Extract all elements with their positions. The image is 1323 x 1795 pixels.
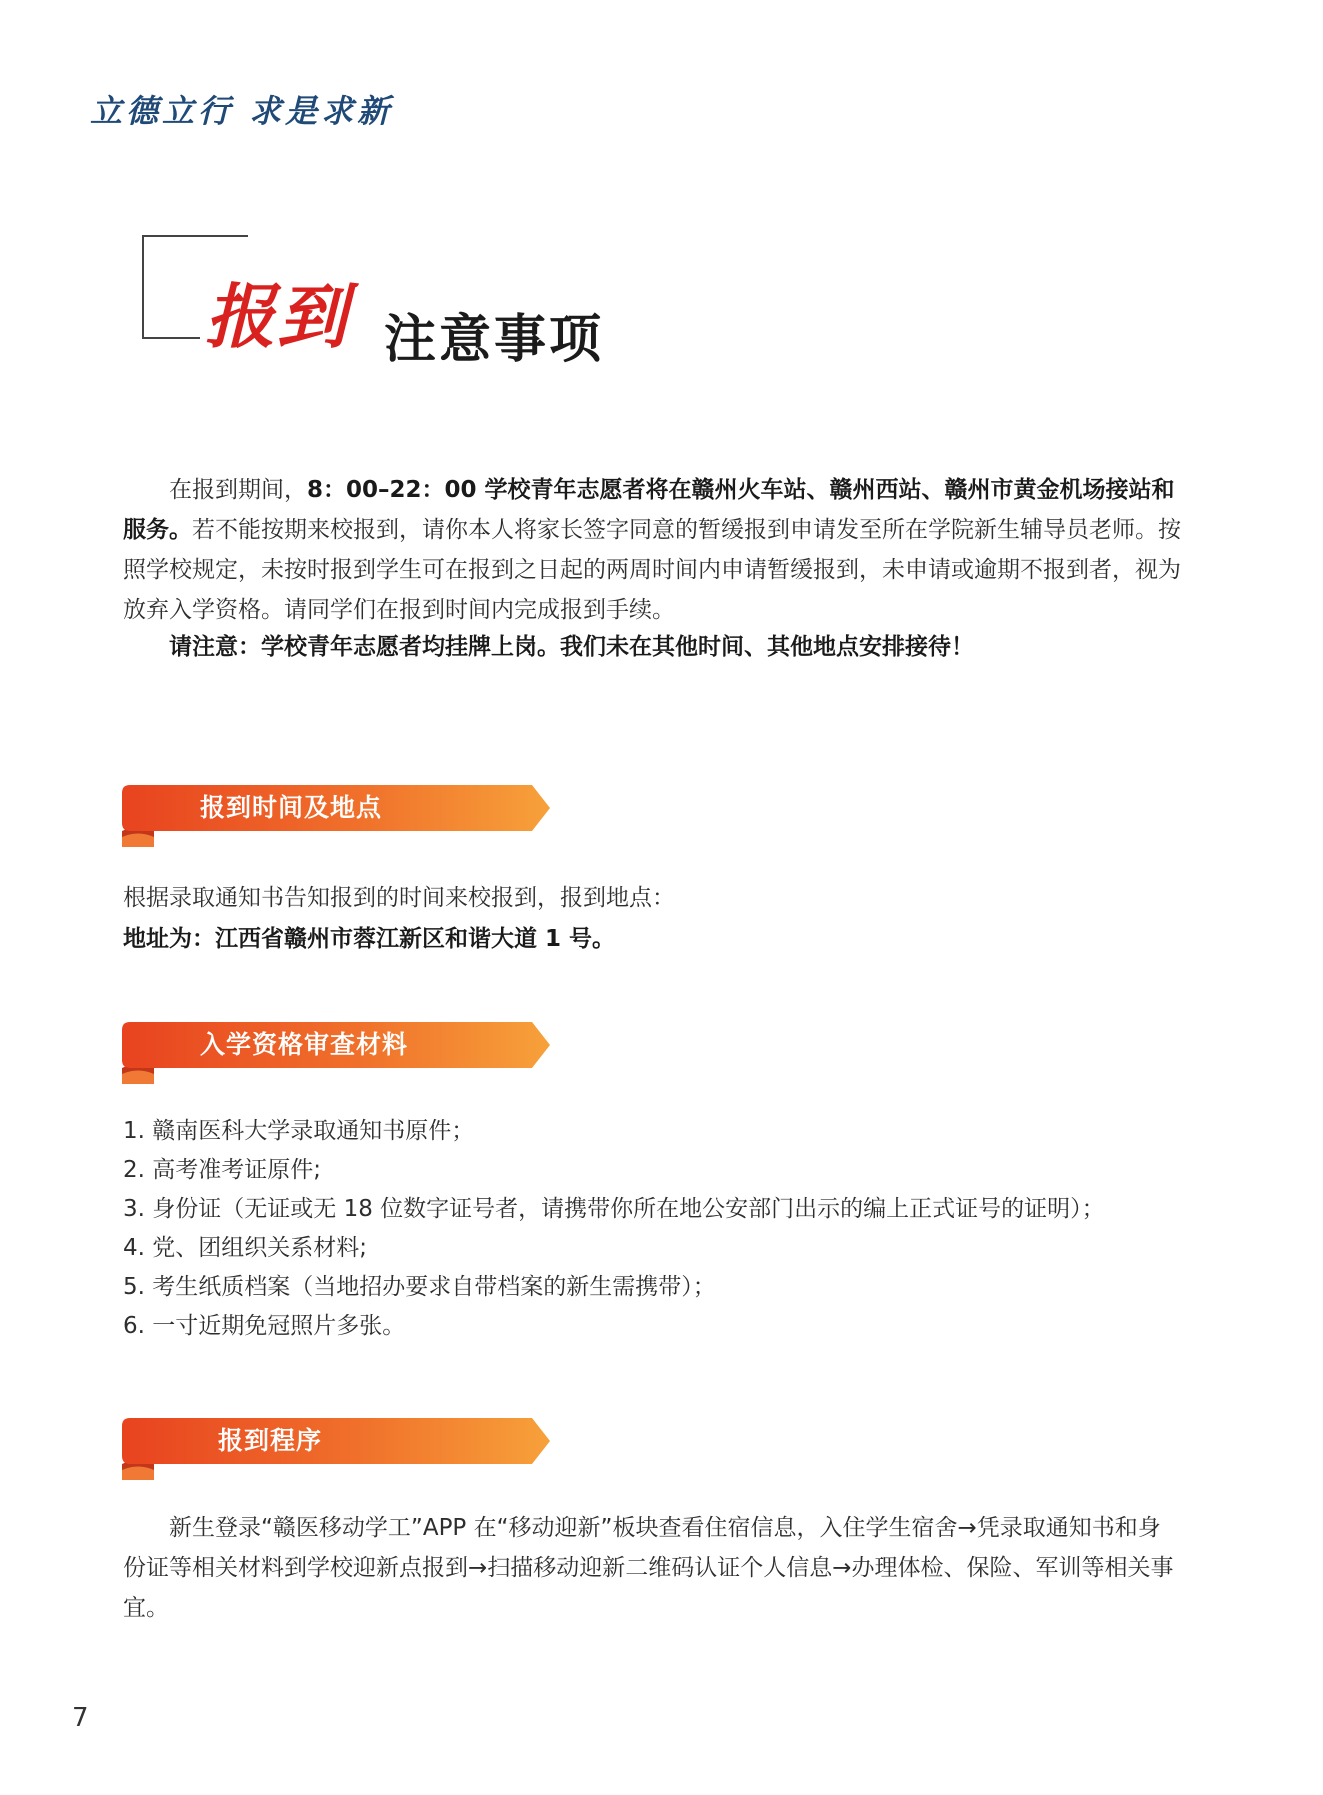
list-item: 6. 一寸近期免冠照片多张。: [123, 1313, 406, 1339]
header-motto: 立德立行 求是求新: [90, 92, 394, 130]
section-banner-procedure: [122, 1418, 550, 1482]
section-banner-materials: [122, 1022, 550, 1086]
intro-paragraph: [123, 470, 1183, 630]
notice-text: 请注意：学校青年志愿者均挂牌上岗。我们未在其他时间、其他地点安排接待！: [169, 634, 974, 660]
banner-ribbon-shape: [122, 1418, 550, 1482]
intro-bold: 8：00–22：00 学校青年志愿者将在赣州火车站、赣州西站、赣州市黄金机场接站和服务。: [123, 477, 1175, 543]
list-item: 1. 赣南医科大学录取通知书原件；: [123, 1118, 475, 1144]
section-label-time: 报到时间及地点: [200, 793, 383, 822]
list-item: 4. 党、团组织关系材料;: [123, 1235, 368, 1261]
address-line: 地址为：江西省赣州市蓉江新区和谐大道 1 号。: [123, 926, 616, 952]
page-title: 注意事项: [384, 310, 605, 370]
intro-rest: 若不能按期来校报到，请你本人将家长签字同意的暂缓报到申请发至所在学院新生辅导员老师。按照学校规定，未按时报到学生可在报到之日起的两周时间内申请暂缓报到，未申请或逾期不报到者，视为放弃入学资格。请同学们在报到时间内完成报到手续。: [123, 517, 1181, 623]
intro-prefix: 在报到期间，: [169, 477, 307, 503]
page-number: 7: [72, 1703, 89, 1733]
procedure-paragraph: 新生登录“赣医移动学工”APP 在“移动迎新”板块查看住宿信息，入住学生宿舍→凭录取通知书和身份证等相关材料到学校迎新点报到→扫描移动迎新二维码认证个人信息→办理体检、保险、军训等相关事宜。: [123, 1515, 1174, 1621]
list-item: 2. 高考准考证原件;: [123, 1157, 322, 1183]
list-item: 3. 身份证（无证或无 18 位数字证号者，请携带你所在地公安部门出示的编上正式证号的证明）；: [123, 1196, 1105, 1222]
materials-list: [123, 1112, 1105, 1346]
section-label-procedure: 报到程序: [218, 1426, 323, 1455]
title-calligraphy: 报到: [205, 275, 349, 358]
section-banner-time: [122, 785, 550, 849]
time-line-1: 根据录取通知书告知报到的时间来校报到，报到地点：: [123, 885, 675, 911]
list-item: 5. 考生纸质档案（当地招办要求自带档案的新生需携带）；: [123, 1274, 716, 1300]
section-label-materials: 入学资格审查材料: [200, 1030, 409, 1059]
